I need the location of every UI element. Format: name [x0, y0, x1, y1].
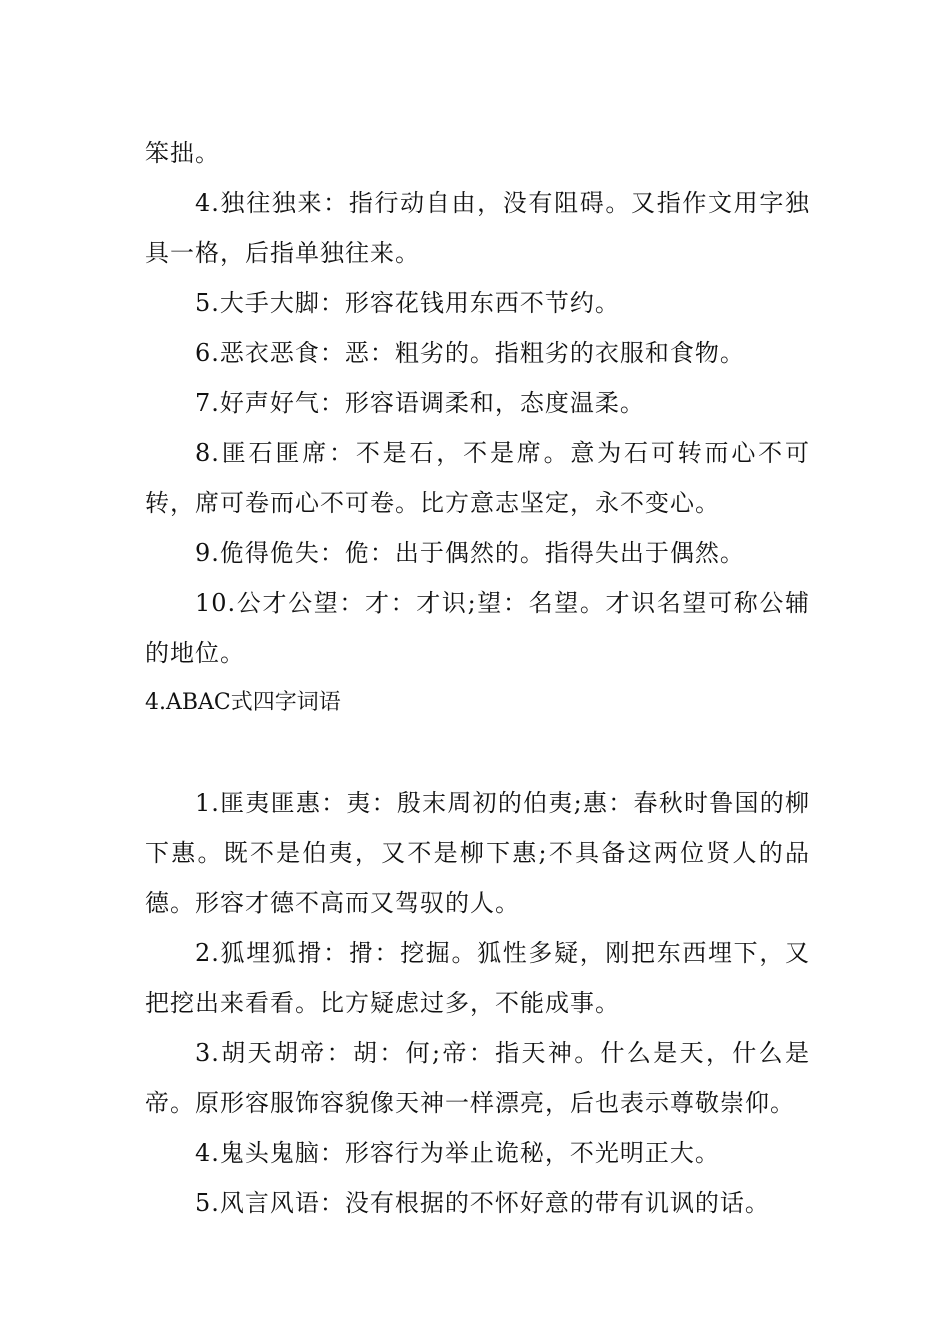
paragraph: 6.恶衣恶食：恶：粗劣的。指粗劣的衣服和食物。 — [195, 339, 745, 367]
paragraph: 5.风言风语：没有根据的不怀好意的带有讥讽的话。 — [195, 1189, 770, 1217]
paragraph: 8.匪石匪席：不是石，不是席。意为石可转而心不可转，席可卷而心不可卷。比方意志坚定，永不变心。 — [145, 439, 810, 517]
blank-line — [145, 728, 810, 778]
paragraph: 5.大手大脚：形容花钱用东西不节约。 — [195, 289, 620, 317]
paragraph: 1.匪夷匪惠：夷：殷末周初的伯夷;惠：春秋时鲁国的柳下惠。既不是伯夷，又不是柳下惠;不具备这两位贤人的品德。形容才德不高而又驾驭的人。 — [145, 789, 810, 917]
document-body — [145, 128, 810, 1228]
paragraph: 4.独往独来：指行动自由，没有阻碍。又指作文用字独具一格，后指单独往来。 — [145, 189, 810, 267]
paragraph: 笨拙。 — [145, 139, 220, 167]
paragraph: 3.胡天胡帝：胡：何;帝：指天神。什么是天，什么是帝。原形容服饰容貌像天神一样漂亮，后也表示尊敬崇仰。 — [145, 1039, 810, 1117]
paragraph: 4.鬼头鬼脑：形容行为举止诡秘，不光明正大。 — [195, 1139, 720, 1167]
paragraph: 2.狐埋狐搰：搰：挖掘。狐性多疑，刚把东西埋下，又把挖出来看看。比方疑虑过多，不能成事。 — [145, 939, 810, 1017]
paragraph: 7.好声好气：形容语调柔和，态度温柔。 — [195, 389, 645, 417]
paragraph: 10.公才公望：才：才识;望：名望。才识名望可称公辅的地位。 — [145, 589, 810, 667]
paragraphs-bottom — [145, 778, 810, 1228]
section-heading: 4.ABAC式四字词语 — [145, 690, 341, 715]
paragraph: 9.佹得佹失：佹：出于偶然的。指得失出于偶然。 — [195, 539, 745, 567]
paragraphs-top — [145, 128, 810, 678]
